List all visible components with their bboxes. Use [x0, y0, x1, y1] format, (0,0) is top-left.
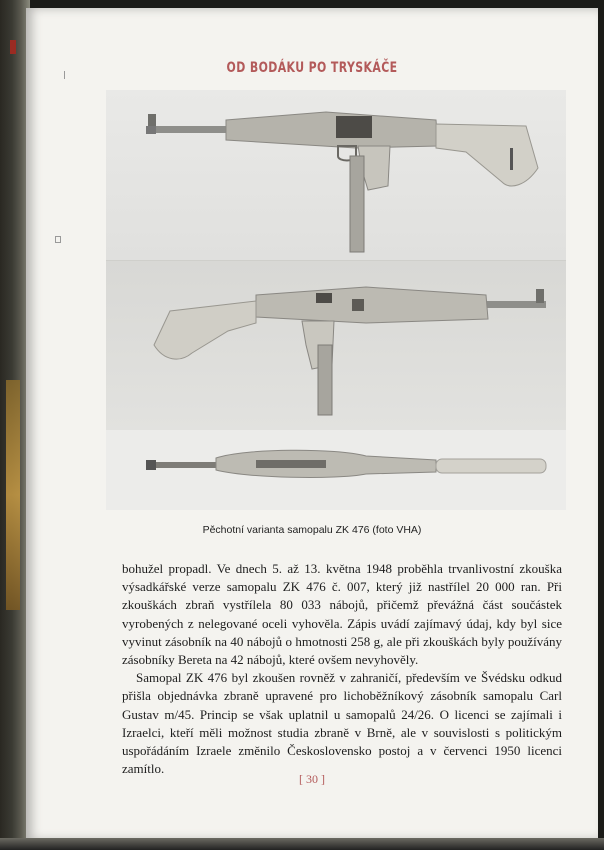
- front-sight: [148, 114, 156, 128]
- smg-left-side-image: [106, 261, 566, 431]
- weapon-photograph: [106, 90, 566, 510]
- stock: [154, 301, 256, 359]
- front-sight: [536, 289, 544, 303]
- receiver: [226, 112, 438, 148]
- body-text: [122, 560, 562, 778]
- smg-top-view-image: [106, 430, 566, 510]
- photo-panel-bottom: [106, 430, 566, 510]
- magazine: [350, 156, 364, 252]
- page-number: [ 30 ]: [299, 772, 325, 786]
- smg-right-side-image: [106, 90, 566, 260]
- stock-top: [436, 459, 546, 473]
- magazine: [318, 345, 332, 415]
- paragraph: Samopal ZK 476 byl zkoušen rovněž v zahraničí, především ve Švédsku odkud přišla objednávka zbraně upravené pro lichoběžníkový zásobník samopalu Carl Gustav m/45. Princip se však uplatnil u samopalů 24/26. O licenci se zajímali i Izraelci, kteří měli možnost studia zbraně v Brně, ale v souvislosti s politickým uspořádáním Izraele změnilo Československo postoj a v červenci 1950 licenci zamítlo.: [122, 670, 562, 777]
- stock: [436, 124, 538, 186]
- margin-tick: [64, 71, 65, 79]
- paragraph: bohužel propadl. Ve dnech 5. až 13. května 1948 proběhla trvanlivostní zkouška výsadkářské verze samopalu ZK 476 č. 007, který již nastřílel 20 000 ran. Při zkouškách zbraň vystřílela 80 033 nábojů, přičemž převážná část součástek vyrobených z nelegované oceli vyhověla. Zápis uvádí zajímavý údaj, kdy byl sice vyvinut zásobník na 40 nábojů o hmotnosti 258 g, ale při zkouškách byly používány zásobníky Bereta na 42 nábojů, které ovšem nevyhověly.: [122, 561, 562, 668]
- photo-panel-middle: [106, 260, 566, 431]
- bolt-housing: [336, 116, 372, 138]
- spine-decoration: [6, 380, 20, 610]
- figure-caption: Pěchotní varianta samopalu ZK 476 (foto VHA): [202, 524, 422, 536]
- photo-panel-top: [106, 90, 566, 260]
- margin-marker: [55, 236, 61, 243]
- spine-bookmark: [10, 40, 16, 54]
- page-bottom-edge: [0, 838, 604, 850]
- book-page: [26, 8, 598, 840]
- running-header: OD BODÁKU PO TRYSKÁČE: [226, 60, 398, 76]
- receiver: [256, 287, 488, 323]
